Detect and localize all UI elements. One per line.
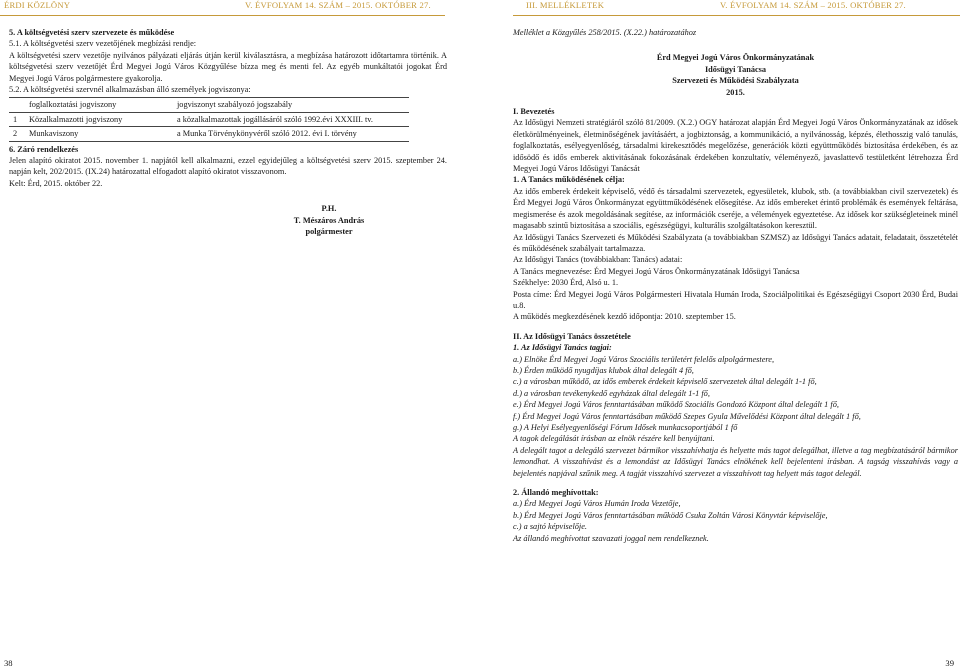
section-1-paragraph: Az idős emberek érdekeit képviselő, védő és társadalmi szervezetek, egyesületek, klubok, stb. (a továbbiakban civil szervezetek) és Érd Megyei Jogú Város Önkormányzat együttműködésének elősegítése. Az idős embereket érintő problémák és események feltárása, megismerése és azok megoldásának segítése, az információk cseréje, a vélemények egyeztetése. Az idősek kor szükségleteinek minél magasabb szintű biztosítása a szociális, egészségügyi, kulturális szolgáltatásokon keresztül.	[513, 186, 958, 231]
doc-title-line: Érd Megyei Jogú Város Önkormányzatának	[656, 53, 815, 63]
doc-title-year: 2015.	[726, 87, 745, 97]
employment-table	[9, 97, 409, 141]
signatory-name: T. Mészáros András	[293, 215, 365, 225]
section-5-1-heading: 5.1. A költségvetési szerv vezetőjének megbízási rendje:	[9, 39, 197, 49]
invited-list	[513, 498, 958, 532]
doc-title-line: Idősügyi Tanácsa	[704, 64, 767, 74]
list-item: b.) Érd Megyei Jogú Város fenntartásában működő Csuka Zoltán Városi Könyvtár képviselője,	[513, 510, 828, 520]
council-postal-address: Posta címe: Érd Megyei Jogú Város Polgármesteri Hivatala Humán Iroda, Szociálpolitikai és Egészségügyi Csoport 2030 Érd, Budai u.8.	[513, 289, 958, 310]
members-heading: 1. Az Idősügyi Tanács tagjai:	[513, 343, 612, 353]
list-item: b.) Érden működő nyugdíjas klubok által delegált 4 fő,	[513, 365, 694, 375]
seal-mark: P.H.	[321, 204, 337, 214]
section-title-right: III. MELLÉKLETEK	[526, 0, 605, 10]
list-item: c.) a városban működő, az idős emberek érdekeit képviselő szervezetek által delegált 1-1 fő,	[513, 377, 817, 387]
issue-info-right: V. ÉVFOLYAM 14. SZÁM – 2015. OKTÓBER 27.	[720, 0, 906, 10]
section-II-heading: II. Az Idősügyi Tanács összetétele	[513, 331, 631, 341]
header-rule-left	[0, 15, 445, 16]
list-item: d.) a városban tevékenykedő egyházak által delegált 1-1 fő,	[513, 388, 710, 398]
document-title-block	[513, 52, 958, 98]
section-5-1-paragraph: A költségvetési szerv vezetője nyilvános pályázati eljárás útján kerül kiválasztásra, a megbízása határozott időtartamra történik. A költségvetési szerv vezetőjét Érd Megyei Jogú Város Közgyűlése bízza meg és menti fel. Az egyéb munkáltatói jogokat Érd Megyei Jogú Város polgármestere gyakorolja.	[9, 50, 447, 83]
table-cell: a Munka Törvénykönyvéről szóló 2012. évi I. törvény	[173, 127, 409, 141]
page-number-right: 39	[945, 658, 954, 668]
date-line: Kelt: Érd, 2015. október 22.	[9, 178, 103, 188]
table-cell: 1	[9, 112, 25, 126]
list-item: g.) A Helyi Esélyegyenlőségi Fórum Idősek munkacsoportjából 1 fő	[513, 423, 738, 432]
signatory-role: polgármester	[305, 227, 353, 237]
table-cell: Munkaviszony	[25, 127, 173, 141]
council-start-date: A működés megkezdésének kezdő időpontja: 2010. szeptember 15.	[513, 312, 736, 322]
council-seat: Székhelye: 2030 Érd, Alsó u. 1.	[513, 278, 619, 288]
delegation-paragraph: A delegált tagot a delegáló szervezet bármikor visszahívhatja és helyette más tagot delegálhat, illetve a tag megbízatásáról bármikor lemondhat. A visszahívást és a lemondást az Idősügyi Tanács elnökének kell bejelenteni írásban. A tagság visszahívás vagy a bejelentés napjával szűnik meg. A tagját visszahívó szervezet a visszahívott tag helyett más tagot delegál.	[513, 445, 958, 478]
invited-heading: 2. Állandó meghívottak:	[513, 488, 599, 498]
section-1-heading: 1. A Tanács működésének célja:	[513, 175, 625, 185]
list-item: f.) Érd Megyei Jogú Város fenntartásában működő Szepes Gyula Művelődési Központ által delegált 1 fő,	[513, 411, 861, 421]
page-number-left: 38	[4, 658, 13, 668]
table-cell: 2	[9, 127, 25, 141]
table-row	[9, 112, 409, 126]
invited-note: Az állandó meghívottat szavazati joggal nem rendelkeznek.	[513, 533, 709, 543]
members-list	[513, 354, 958, 434]
table-row	[9, 127, 409, 141]
right-page-column	[513, 27, 958, 544]
table-header-cell: jogviszonyt szabályozó jogszabály	[173, 98, 409, 112]
table-cell: Közalkalmazotti jogviszony	[25, 112, 173, 126]
section-I-paragraph: Az Idősügyi Nemzeti stratégiáról szóló 81/2009. (X.2.) OGY határozat alapján Érd Megyei Jogú Város Önkormányzatának az idősek életkörülményeinek, életminőségének javításáért, a jogbiztonság, a kommunikáció, a nyilvánosság, képzés, élethosszig való tanulás, foglalkoztatás, esélyegyenlőség, társadalmi kirekesztődés megelőzése, generációk közti együttműködés biztosítása érdekében, és az idősödő és idős emberek aktivitásának fokozásának érdekében konzultatív, véleményező, javaslattevő testületként létrehozza Érd Megyei Jogú Város Idősügyi Tanácsát	[513, 118, 958, 174]
section-I-heading: I. Bevezetés	[513, 107, 555, 117]
section-5-heading: 5. A költségvetési szerv szervezete és működése	[9, 28, 175, 37]
delegation-note: A tagok delegálását írásban az elnök részére kell benyújtani.	[513, 434, 715, 444]
signature-block	[269, 203, 389, 237]
list-item: a.) Érd Megyei Jogú Város Humán Iroda Vezetője,	[513, 499, 681, 509]
table-header-cell: foglalkoztatási jogviszony	[25, 98, 173, 112]
section-1-paragraph: Az Idősügyi Tanács Szervezeti és Működési Szabályzata (a továbbiakban SZMSZ) az Idősügyi Tanács adatait, feladatait, összetételét és működésének szabályait tartalmazza.	[513, 232, 958, 253]
journal-title-left: ÉRDI KÖZLÖNY	[4, 0, 71, 10]
annex-reference: Melléklet a Közgyűlés 258/2015. (X.22.) határozatához	[513, 28, 697, 37]
council-data-heading: Az Idősügyi Tanács (továbbiakban: Tanács) adatai:	[513, 255, 683, 265]
table-header-row	[9, 98, 409, 112]
section-6-paragraph: Jelen alapító okiratot 2015. november 1. napjától kell alkalmazni, ezzel egyidejűleg a költségvetési szerv 2015. szeptember 24. napján kelt, 202/2015. (IX.24) határozattal elfogadott alapító okiratot visszavonom.	[9, 156, 447, 177]
list-item: a.) Elnöke Érd Megyei Jogú Város Szociális területért felelős alpolgármestere,	[513, 354, 775, 364]
table-cell: a közalkalmazottak jogállásáról szóló 1992.évi XXXIII. tv.	[173, 112, 409, 126]
left-page-column	[9, 27, 447, 238]
list-item: c.) a sajtó képviselője.	[513, 522, 587, 532]
issue-info-left: V. ÉVFOLYAM 14. SZÁM – 2015. OKTÓBER 27.	[245, 0, 431, 10]
section-6-heading: 6. Záró rendelkezés	[9, 144, 79, 154]
section-5-2-heading: 5.2. A költségvetési szervnél alkalmazásban álló személyek jogviszonya:	[9, 85, 251, 95]
doc-title-line: Szervezeti és Működési Szabályzata	[672, 76, 799, 86]
council-name: A Tanács megnevezése: Érd Megyei Jogú Város Önkormányzatának Idősügyi Tanácsa	[513, 266, 800, 276]
header-rule-right	[513, 15, 960, 16]
list-item: e.) Érd Megyei Jogú Város fenntartásában működő Szociális Gondozó Központ által delegált 1 fő,	[513, 400, 839, 410]
table-header-cell	[9, 98, 25, 112]
